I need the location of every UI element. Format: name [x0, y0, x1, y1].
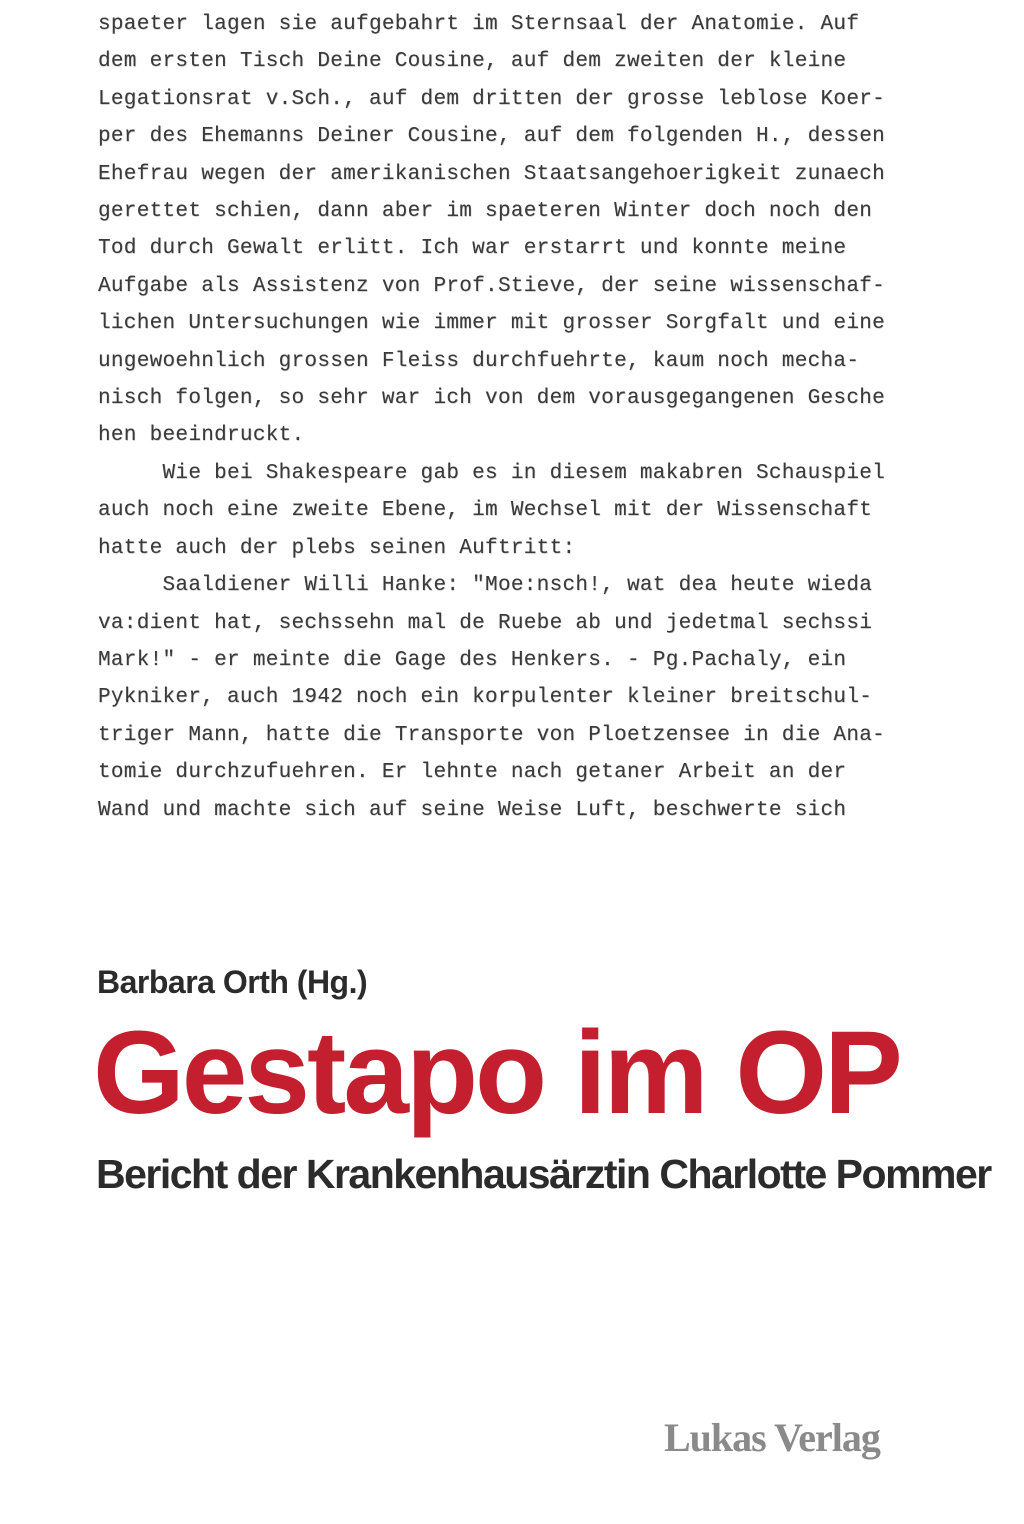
typewriter-line: Saaldiener Willi Hanke: "Moe:nsch!, wat dea heute wieda: [98, 574, 873, 598]
typewriter-line: ungewoehnlich grossen Fleiss durchfuehrte, kaum noch mecha-: [98, 349, 860, 373]
book-title: Gestapo im OP: [93, 1007, 900, 1139]
typewriter-line: nisch folgen, so sehr war ich von dem vorausgegangenen Gesche: [98, 387, 886, 411]
typewriter-line: va:dient hat, sechssehn mal de Ruebe ab und jedetmal sechssi: [98, 611, 873, 635]
typewriter-line: Ehefrau wegen der amerikanischen Staatsangehoerigkeit zunaech: [98, 162, 886, 186]
author-line: Barbara Orth (Hg.): [97, 964, 368, 1000]
typewriter-line: Tod durch Gewalt erlitt. Ich war erstarrt und konnte meine: [98, 237, 847, 261]
typewriter-line: gerettet schien, dann aber im spaeteren Winter doch noch den: [98, 200, 873, 224]
typewriter-line: Pykniker, auch 1942 noch ein korpulenter kleiner breitschul-: [98, 686, 873, 710]
typewriter-line: Wand und machte sich auf seine Weise Luft, beschwerte sich: [98, 798, 847, 822]
typewriter-line: per des Ehemanns Deiner Cousine, auf dem folgenden H., dessen: [98, 125, 886, 149]
typewriter-line: spaeter lagen sie aufgebahrt im Sternsaal der Anatomie. Auf: [98, 13, 860, 36]
book-subtitle: Bericht der Krankenhausärztin Charlotte Pommer: [96, 1151, 991, 1197]
typewriter-line: auch noch eine zweite Ebene, im Wechsel mit der Wissenschaft: [98, 499, 873, 523]
typewriter-line: lichen Untersuchungen wie immer mit grosser Sorgfalt und eine: [98, 312, 886, 336]
typewriter-line: Wie bei Shakespeare gab es in diesem makabren Schauspiel: [98, 461, 886, 485]
typewriter-line: tomie durchzufuehren. Er lehnte nach getaner Arbeit an der: [98, 761, 847, 785]
typewriter-line: hen beeindruckt.: [98, 424, 305, 448]
typewriter-line: Aufgabe als Assistenz von Prof.Stieve, der seine wissenschaf-: [98, 274, 886, 298]
typewriter-line: triger Mann, hatte die Transporte von Ploetzensee in die Ana-: [98, 723, 886, 747]
typewriter-line: dem ersten Tisch Deine Cousine, auf dem zweiten der kleine: [98, 50, 847, 74]
typewriter-line: hatte auch der plebs seinen Auftritt:: [98, 536, 576, 560]
typewriter-excerpt: [98, 6, 885, 829]
publisher-logo: Lukas Verlag: [664, 1415, 880, 1460]
typewriter-line: Mark!" - er meinte die Gage des Henkers. - Pg.Pachaly, ein: [98, 648, 847, 672]
typewriter-line: Legationsrat v.Sch., auf dem dritten der grosse leblose Koer-: [98, 87, 886, 111]
